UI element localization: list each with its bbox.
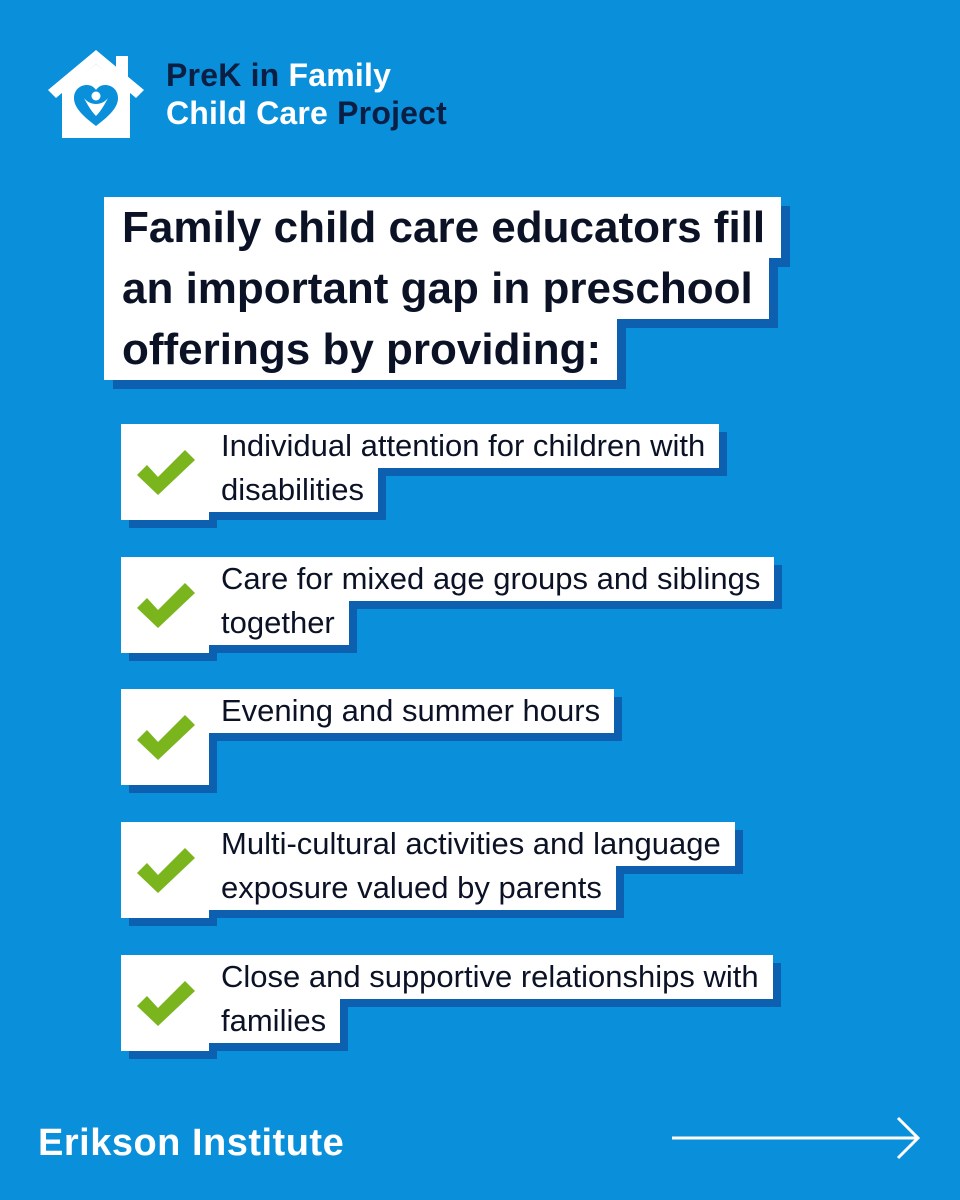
list-item-line: Care for mixed age groups and siblings [207, 557, 774, 601]
checkmark-icon [133, 843, 197, 897]
logo-text-project: Project [337, 95, 448, 131]
list-item-line: exposure valued by parents [207, 866, 616, 910]
logo-text-prek: PreK in [166, 57, 289, 93]
check-box [121, 822, 209, 918]
list-item-text [207, 557, 774, 645]
headline [104, 197, 781, 380]
list-item-text [207, 689, 614, 733]
list-item-line: disabilities [207, 468, 378, 512]
logo-text-child-care: Child Care [166, 95, 338, 131]
checkmark-icon [133, 578, 197, 632]
check-box [121, 557, 209, 653]
headline-line: an important gap in preschool [104, 258, 769, 319]
check-box [121, 955, 209, 1051]
checkmark-icon [133, 976, 197, 1030]
checkmark-icon [133, 710, 197, 764]
list-item-text [207, 424, 719, 512]
house-heart-icon [40, 46, 152, 142]
check-box [121, 689, 209, 785]
list-item-text [207, 955, 773, 1043]
list-item-line: Multi-cultural activities and language [207, 822, 735, 866]
list-item-line: Individual attention for children with [207, 424, 719, 468]
arrow-right-icon[interactable] [670, 1112, 924, 1164]
list-item-line: Evening and summer hours [207, 689, 614, 733]
check-box [121, 424, 209, 520]
logo-text-family: Family [288, 57, 392, 93]
list-item-line: together [207, 601, 349, 645]
list-item-text [207, 822, 735, 910]
headline-line: offerings by providing: [104, 319, 617, 380]
project-logo [40, 46, 447, 142]
list-item-line: Close and supportive relationships with [207, 955, 773, 999]
headline-line: Family child care educators fill [104, 197, 781, 258]
erikson-institute-logo: Erikson Institute [38, 1122, 345, 1164]
list-item-line: families [207, 999, 340, 1043]
logo-wordmark [166, 56, 447, 132]
checkmark-icon [133, 445, 197, 499]
